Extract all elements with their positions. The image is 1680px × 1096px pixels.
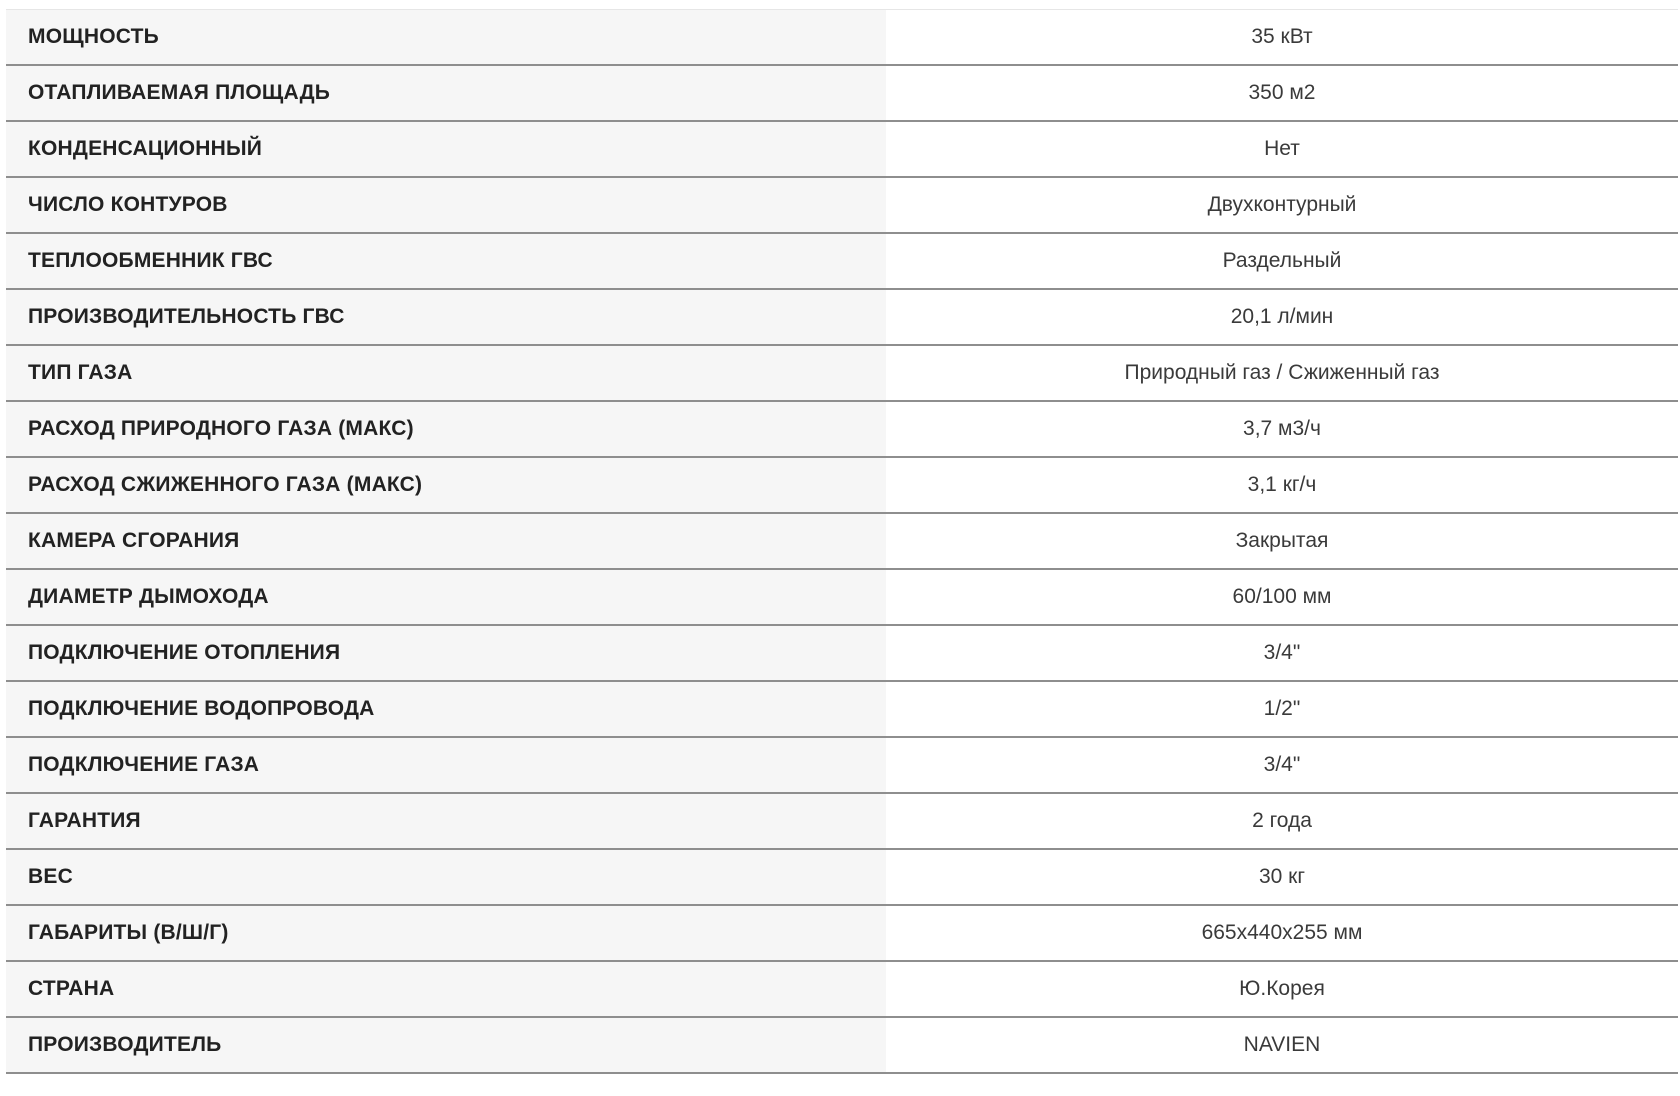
spec-row-circuits	[6, 178, 1678, 234]
spec-row-manufacturer	[6, 1018, 1678, 1074]
spec-row-dhw-capacity	[6, 290, 1678, 346]
spec-value: 60/100 мм	[886, 570, 1678, 624]
spec-row-country	[6, 962, 1678, 1018]
spec-value: NAVIEN	[886, 1018, 1678, 1072]
spec-label: РАСХОД ПРИРОДНОГО ГАЗА (МАКС)	[6, 402, 886, 456]
spec-label: РАСХОД СЖИЖЕННОГО ГАЗА (МАКС)	[6, 458, 886, 512]
spec-label: ВЕС	[6, 850, 886, 904]
spec-value: Нет	[886, 122, 1678, 176]
spec-label: ЧИСЛО КОНТУРОВ	[6, 178, 886, 232]
spec-value: 20,1 л/мин	[886, 290, 1678, 344]
spec-label: ПОДКЛЮЧЕНИЕ ОТОПЛЕНИЯ	[6, 626, 886, 680]
spec-value: 3/4"	[886, 626, 1678, 680]
spec-row-natural-gas-consumption	[6, 402, 1678, 458]
spec-row-water-connection	[6, 682, 1678, 738]
spec-value: 30 кг	[886, 850, 1678, 904]
spec-row-condensing	[6, 122, 1678, 178]
spec-row-combustion-chamber	[6, 514, 1678, 570]
spec-label: ДИАМЕТР ДЫМОХОДА	[6, 570, 886, 624]
spec-label: ТИП ГАЗА	[6, 346, 886, 400]
spec-label: КОНДЕНСАЦИОННЫЙ	[6, 122, 886, 176]
spec-row-gas-connection	[6, 738, 1678, 794]
spec-value: Ю.Корея	[886, 962, 1678, 1016]
spec-row-warranty	[6, 794, 1678, 850]
spec-value: Природный газ / Сжиженный газ	[886, 346, 1678, 400]
spec-row-gas-type	[6, 346, 1678, 402]
specs-table	[6, 9, 1678, 1074]
spec-label: СТРАНА	[6, 962, 886, 1016]
spec-label: ПОДКЛЮЧЕНИЕ ГАЗА	[6, 738, 886, 792]
spec-label: МОЩНОСТЬ	[6, 10, 886, 64]
spec-row-heated-area	[6, 66, 1678, 122]
spec-value: 350 м2	[886, 66, 1678, 120]
spec-label: ГАРАНТИЯ	[6, 794, 886, 848]
spec-value: 1/2"	[886, 682, 1678, 736]
spec-value: 3/4"	[886, 738, 1678, 792]
spec-value: 665х440х255 мм	[886, 906, 1678, 960]
spec-value: 3,1 кг/ч	[886, 458, 1678, 512]
spec-row-weight	[6, 850, 1678, 906]
spec-row-heating-connection	[6, 626, 1678, 682]
spec-label: ПРОИЗВОДИТЕЛЬ	[6, 1018, 886, 1072]
spec-label: ПОДКЛЮЧЕНИЕ ВОДОПРОВОДА	[6, 682, 886, 736]
spec-value: 2 года	[886, 794, 1678, 848]
spec-value: Раздельный	[886, 234, 1678, 288]
spec-value: 3,7 м3/ч	[886, 402, 1678, 456]
spec-row-dhw-exchanger	[6, 234, 1678, 290]
spec-label: ОТАПЛИВАЕМАЯ ПЛОЩАДЬ	[6, 66, 886, 120]
spec-row-dimensions	[6, 906, 1678, 962]
spec-value: 35 кВт	[886, 10, 1678, 64]
spec-row-lpg-consumption	[6, 458, 1678, 514]
spec-label: ПРОИЗВОДИТЕЛЬНОСТЬ ГВС	[6, 290, 886, 344]
spec-value: Двухконтурный	[886, 178, 1678, 232]
spec-label: КАМЕРА СГОРАНИЯ	[6, 514, 886, 568]
spec-row-flue-diameter	[6, 570, 1678, 626]
spec-label: ГАБАРИТЫ (В/Ш/Г)	[6, 906, 886, 960]
spec-label: ТЕПЛООБМЕННИК ГВС	[6, 234, 886, 288]
spec-row-power	[6, 10, 1678, 66]
spec-value: Закрытая	[886, 514, 1678, 568]
